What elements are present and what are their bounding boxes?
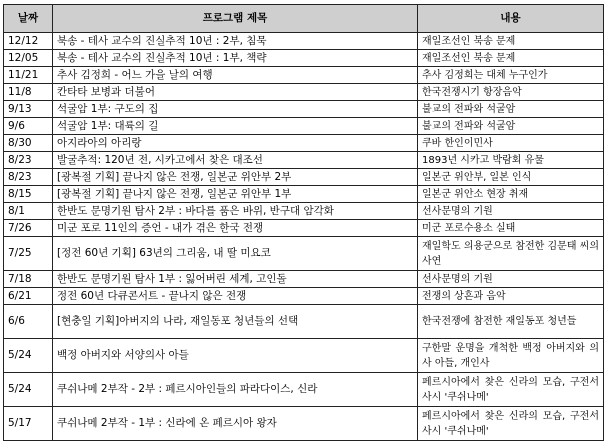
header-date: 날짜 bbox=[4, 5, 53, 33]
content-cell: 미군 포로수용소 실태 bbox=[418, 220, 604, 237]
content-cell: 1893년 시카고 박람회 유물 bbox=[418, 152, 604, 169]
content-cell: 재일학도 의용군으로 참전한 김문태 씨의 사연 bbox=[418, 237, 604, 271]
table-row bbox=[4, 373, 604, 407]
table-row bbox=[4, 118, 604, 135]
table-row bbox=[4, 169, 604, 186]
program-table bbox=[3, 4, 604, 441]
table-row bbox=[4, 152, 604, 169]
table-row bbox=[4, 237, 604, 271]
table-row bbox=[4, 288, 604, 305]
program-title-cell: 석굴암 1부: 대륙의 길 bbox=[53, 118, 418, 135]
date-cell: 12/05 bbox=[4, 50, 53, 67]
table-row bbox=[4, 220, 604, 237]
content-cell: 구한말 운명을 개척한 백정 아버지와 의사 아들, 개인사 bbox=[418, 339, 604, 373]
program-title-cell: 석굴암 1부: 구도의 집 bbox=[53, 101, 418, 118]
date-cell: 8/1 bbox=[4, 203, 53, 220]
content-cell: 한국전쟁에 참전한 재일동포 청년들 bbox=[418, 305, 604, 339]
date-cell: 9/13 bbox=[4, 101, 53, 118]
program-title-cell: [광복절 기획] 끝나지 않은 전쟁, 일본군 위안부 1부 bbox=[53, 186, 418, 203]
program-title-cell: 한반도 문명기원 탐사 1부 : 잃어버린 세계, 고인돌 bbox=[53, 271, 418, 288]
program-title-cell: 정전 60년 다큐콘서트 - 끝나지 않은 전쟁 bbox=[53, 288, 418, 305]
date-cell: 6/21 bbox=[4, 288, 53, 305]
program-title-cell: 추사 김정희 - 어느 가을 날의 여행 bbox=[53, 67, 418, 84]
content-cell: 불교의 전파와 석굴암 bbox=[418, 118, 604, 135]
table-row bbox=[4, 407, 604, 441]
table-row bbox=[4, 305, 604, 339]
content-cell: 재일조선인 북송 문제 bbox=[418, 33, 604, 50]
program-title-cell: 북송 - 테사 교수의 진실추적 10년 : 2부, 침묵 bbox=[53, 33, 418, 50]
content-cell: 일본군 위안부, 일본 인식 bbox=[418, 169, 604, 186]
content-cell: 불교의 전파와 석굴암 bbox=[418, 101, 604, 118]
date-cell: 6/6 bbox=[4, 305, 53, 339]
table-header bbox=[4, 5, 604, 33]
program-title-cell: 한반도 문명기원 탐사 2부 : 바다를 품은 바위, 반구대 암각화 bbox=[53, 203, 418, 220]
date-cell: 7/18 bbox=[4, 271, 53, 288]
program-title-cell: [정전 60년 기획] 63년의 그리움, 내 딸 미요코 bbox=[53, 237, 418, 271]
date-cell: 12/12 bbox=[4, 33, 53, 50]
content-cell: 페르시아에서 찾은 신라의 모습, 구전서사시 '쿠쉬나메' bbox=[418, 407, 604, 441]
table-row bbox=[4, 101, 604, 118]
content-cell: 선사문명의 기원 bbox=[418, 271, 604, 288]
date-cell: 8/15 bbox=[4, 186, 53, 203]
program-title-cell: [현충일 기획]아버지의 나라, 재일동포 청년들의 선택 bbox=[53, 305, 418, 339]
program-title-cell: 백정 아버지와 서양의사 아들 bbox=[53, 339, 418, 373]
program-title-cell: 쿠쉬나메 2부작 - 1부 : 신라에 온 페르시아 왕자 bbox=[53, 407, 418, 441]
content-cell: 추사 김정희는 대체 누구인가 bbox=[418, 67, 604, 84]
program-title-cell: [광복절 기획] 끝나지 않은 전쟁, 일본군 위안부 2부 bbox=[53, 169, 418, 186]
table-row bbox=[4, 339, 604, 373]
date-cell: 8/23 bbox=[4, 152, 53, 169]
date-cell: 11/21 bbox=[4, 67, 53, 84]
content-cell: 선사문명의 기원 bbox=[418, 203, 604, 220]
program-title-cell: 쿠쉬나메 2부작 - 2부 : 페르시아인들의 파라다이스, 신라 bbox=[53, 373, 418, 407]
content-cell: 일본군 위안소 현장 취재 bbox=[418, 186, 604, 203]
date-cell: 5/24 bbox=[4, 373, 53, 407]
content-cell: 페르시아에서 찾은 신라의 모습, 구전서사시 '쿠쉬나메' bbox=[418, 373, 604, 407]
program-title-cell: 미군 포로 11인의 증언 - 내가 겪은 한국 전쟁 bbox=[53, 220, 418, 237]
content-cell: 쿠바 한인이민사 bbox=[418, 135, 604, 152]
table-row bbox=[4, 271, 604, 288]
program-title-cell: 칸타타 보병과 더불어 bbox=[53, 84, 418, 101]
table-row bbox=[4, 67, 604, 84]
content-cell: 재일조선인 북송 문제 bbox=[418, 50, 604, 67]
date-cell: 7/25 bbox=[4, 237, 53, 271]
table-row bbox=[4, 203, 604, 220]
date-cell: 5/17 bbox=[4, 407, 53, 441]
header-content: 내용 bbox=[418, 5, 604, 33]
content-cell: 전쟁의 상흔과 음악 bbox=[418, 288, 604, 305]
program-title-cell: 아지라아의 아리랑 bbox=[53, 135, 418, 152]
table-row bbox=[4, 50, 604, 67]
program-title-cell: 발굴추적: 120년 전, 시카고에서 찾은 대조선 bbox=[53, 152, 418, 169]
table-row bbox=[4, 84, 604, 101]
table-body bbox=[4, 33, 604, 441]
date-cell: 8/23 bbox=[4, 169, 53, 186]
table-row bbox=[4, 33, 604, 50]
date-cell: 5/24 bbox=[4, 339, 53, 373]
header-title: 프로그램 제목 bbox=[53, 5, 418, 33]
date-cell: 7/26 bbox=[4, 220, 53, 237]
content-cell: 한국전쟁시기 항장음악 bbox=[418, 84, 604, 101]
date-cell: 8/30 bbox=[4, 135, 53, 152]
program-title-cell: 북송 - 테사 교수의 진실추적 10년 : 1부, 책략 bbox=[53, 50, 418, 67]
date-cell: 11/8 bbox=[4, 84, 53, 101]
table-row bbox=[4, 135, 604, 152]
date-cell: 9/6 bbox=[4, 118, 53, 135]
table-row bbox=[4, 186, 604, 203]
